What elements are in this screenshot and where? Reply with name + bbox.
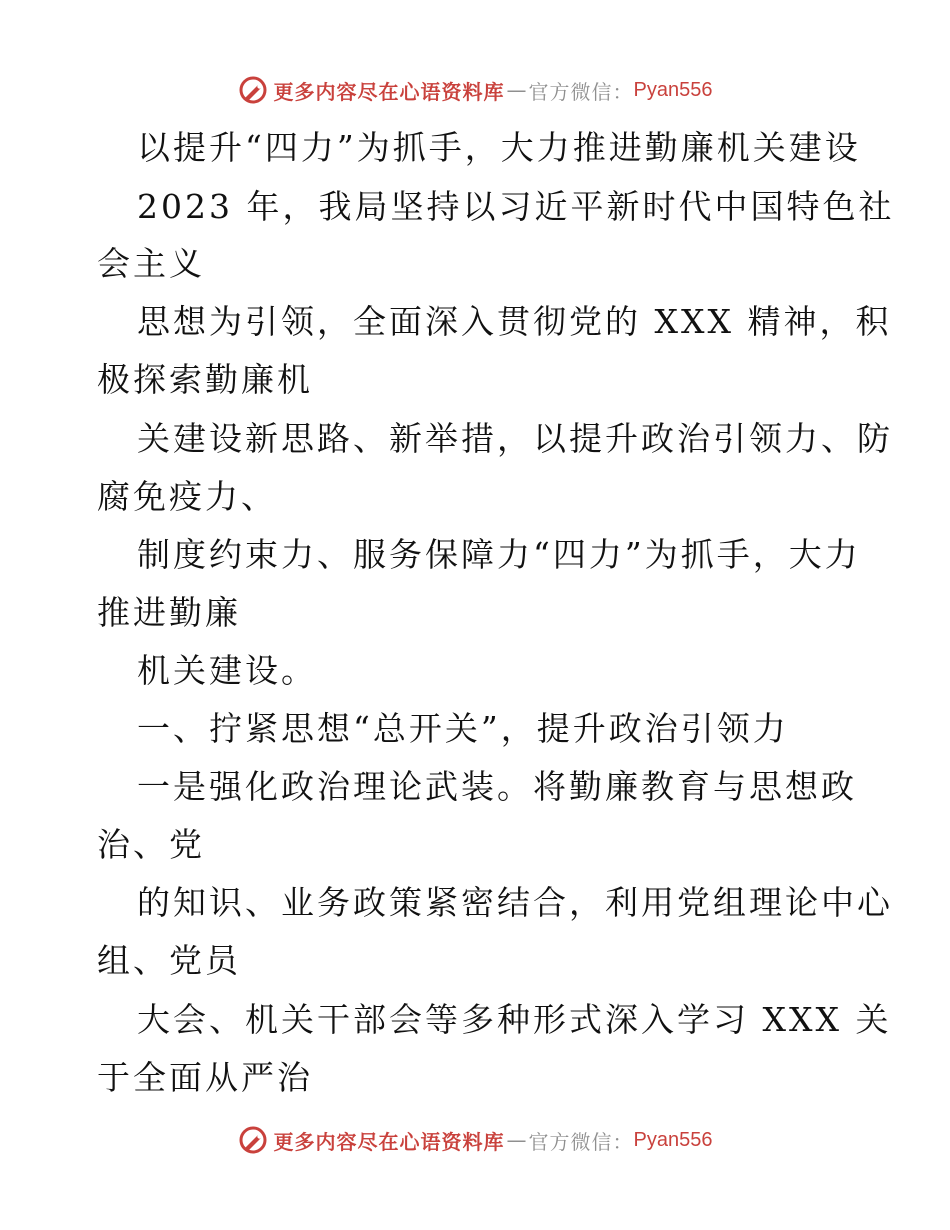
footer-watermark (0, 1120, 950, 1160)
paragraph-line: 治、党 (97, 825, 205, 864)
watermark-wechat-id: Pyan556 (633, 1128, 713, 1151)
paragraph-line: 推进勤廉 (97, 593, 241, 632)
paragraph-line: 于全面从严治 (97, 1058, 313, 1097)
paragraph-line: 思想为引领，全面深入贯彻党的 XXX 精神，积 (137, 302, 892, 341)
watermark-wechat-label: 官方微信： (528, 79, 634, 104)
paragraph-line: 极探索勤廉机 (97, 360, 313, 399)
paragraph-line: 大会、机关干部会等多种形式深入学习 XXX 关 (137, 1000, 892, 1039)
watermark-separator: — (506, 1128, 527, 1152)
watermark-brand-text: 更多内容尽在心语资料库 (273, 1129, 505, 1154)
pen-nib-circle-icon (238, 75, 268, 105)
header-watermark (0, 70, 950, 110)
paragraph-line: 会主义 (97, 244, 205, 283)
paragraph-line: 的知识、业务政策紧密结合，利用党组理论中心 (137, 883, 893, 922)
watermark-wechat-id: Pyan556 (633, 78, 713, 101)
paragraph-line: 机关建设。 (137, 651, 317, 690)
paragraph-line: 制度约束力、服务保障力“四力”为抓手，大力 (137, 535, 861, 574)
watermark-separator: — (506, 78, 527, 102)
watermark-brand-text: 更多内容尽在心语资料库 (273, 79, 505, 104)
pen-nib-circle-icon (238, 1125, 268, 1155)
document-title: 以提升“四力”为抓手，大力推进勤廉机关建设 (137, 128, 861, 167)
paragraph-line: 腐免疫力、 (97, 477, 277, 516)
paragraph-line: 组、党员 (97, 941, 241, 980)
paragraph-line: 一是强化政治理论武装。将勤廉教育与思想政 (137, 767, 857, 806)
paragraph-line: 2023 年，我局坚持以习近平新时代中国特色社 (137, 187, 895, 226)
section-heading: 一、拧紧思想“总开关”，提升政治引领力 (137, 709, 789, 748)
paragraph-line: 关建设新思路、新举措，以提升政治引领力、防 (137, 419, 893, 458)
watermark-wechat-label: 官方微信： (528, 1129, 634, 1154)
